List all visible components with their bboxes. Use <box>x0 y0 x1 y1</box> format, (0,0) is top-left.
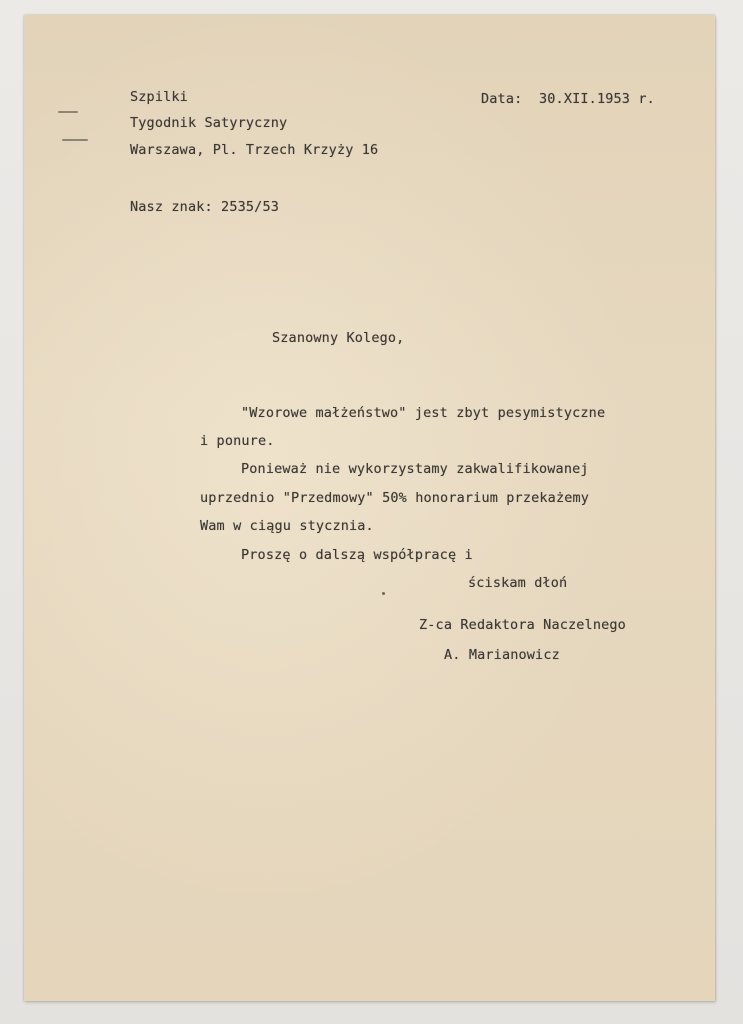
body-line: Proszę o dalszą współpracę i <box>241 547 473 563</box>
signature-name: A. Marianowicz <box>444 647 560 663</box>
signature-title: Z-ca Redaktora Naczelnego <box>419 617 626 633</box>
letterhead-address: Warszawa, Pl. Trzech Krzyży 16 <box>130 142 379 158</box>
body-line: Wam w ciągu stycznia. <box>200 518 374 534</box>
body-line: Ponieważ nie wykorzystamy zakwalifikowanej <box>241 461 589 477</box>
body-line: "Wzorowe małżeństwo" jest zbyt pesymistyczne <box>241 405 606 421</box>
salutation: Szanowny Kolego, <box>272 330 405 346</box>
margin-mark <box>58 111 78 113</box>
closing: ściskam dłoń <box>468 575 568 591</box>
letterhead-subtitle: Tygodnik Satyryczny <box>130 115 288 131</box>
margin-mark <box>62 139 88 141</box>
reference-number: Nasz znak: 2535/53 <box>130 199 279 215</box>
ink-speck <box>382 592 385 595</box>
body-line: i ponure. <box>200 433 275 449</box>
date-value: 30.XII.1953 r. <box>539 91 655 107</box>
date-label: Data: <box>481 91 523 107</box>
letter-page <box>24 15 715 1001</box>
body-line: uprzednio "Przedmowy" 50% honorarium przekażemy <box>200 490 590 506</box>
letterhead-name: Szpilki <box>130 89 188 105</box>
